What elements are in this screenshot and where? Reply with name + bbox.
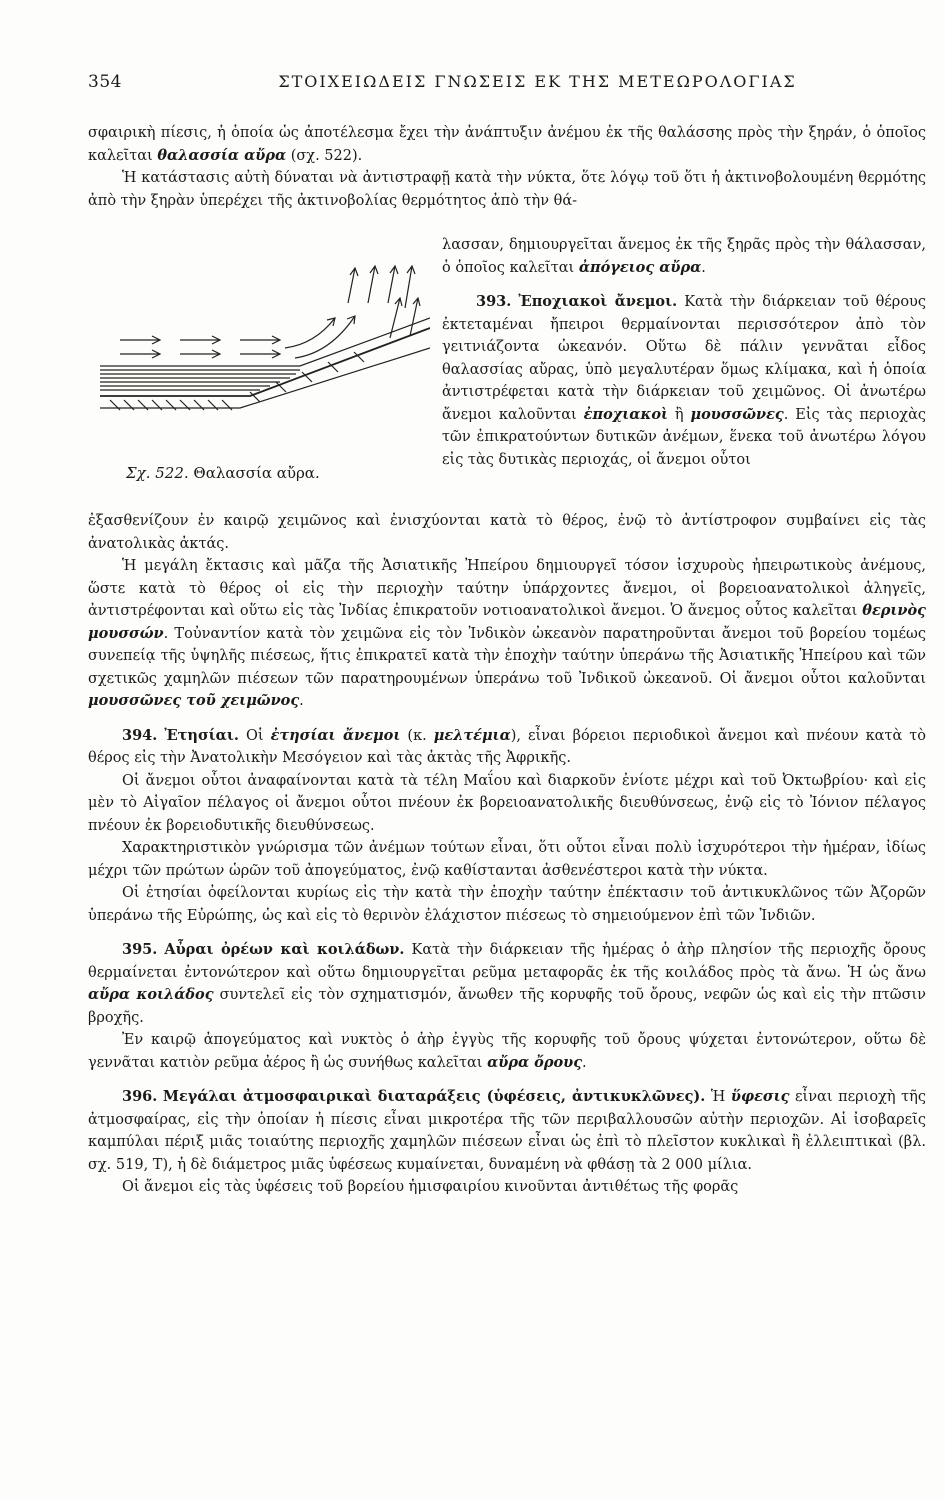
paragraph-land-breeze: [442, 234, 926, 279]
section-title: Ἐποχιακοὶ ἄνεμοι.: [518, 293, 678, 310]
text-run: Κατὰ τὴν διάρκειαν τῆς ἡμέρας ὁ ἀὴρ πλησίον τῆς περιοχῆς ὄρους θερμαίνεται ἐντονώτερον καὶ οὕτω δημιουργεῖται ρεῦμα μεταφορᾶς ἐκ τῆς κοιλάδος πρὸς τὰ ἄνω. Ἡ ὡς ἄνω: [88, 942, 927, 981]
section-number: 393.: [476, 293, 512, 310]
term-sea-breeze: θαλασσία αὔρα: [157, 146, 287, 164]
section-number: 396.: [122, 1088, 158, 1105]
section-title: Ἐτησίαι.: [164, 726, 239, 744]
term-mountain-breeze: αὔρα ὄρους: [487, 1053, 583, 1071]
sea-breeze-figure: [100, 258, 430, 428]
intro-text: [88, 122, 926, 212]
text-run: .: [582, 1054, 587, 1071]
paragraph-394-3: Χαρακτηριστικὸν γνώρισμα τῶν ἀνέμων τούτων εἶναι, ὅτι οὗτοι εἶναι πολὺ ἰσχυρότεροι τὴν ἡμέραν, ἰδίως μέχρι τῶν πρώτων ὡρῶν τοῦ ἀπογεύματος, ἐνῷ καθίστανται ἀσθενέστεροι κατὰ τὴν νύκτα.: [88, 840, 926, 879]
text-run: Οἱ: [238, 727, 271, 744]
paragraph-393-cont: ἐξασθενίζουν ἐν καιρῷ χειμῶνος καὶ ἐνισχύονται κατὰ τὸ θέρος, ἐνῷ τὸ ἀντίστροφον συμβαίνει εἰς τὰς ἀνατολικὰς ἀκτάς.: [88, 513, 926, 552]
paragraph-394-2: Οἱ ἄνεμοι οὗτοι ἀναφαίνονται κατὰ τὰ τέλη Μαΐου καὶ διαρκοῦν ἐνίοτε μέχρι καὶ τοῦ Ὀκτωβρίου· καὶ εἰς μὲν τὸ Αἰγαῖον πέλαγος οἱ ἄνεμοι οὗτοι πνέουν ἐκ βορειοανατολικῆς διευθύνσεως, ἐνῷ εἰς τὸ Ἰόνιον πέλαγος πνέουν ἐκ βορειοδυτικῆς διευθύνσεως.: [88, 772, 926, 834]
paragraph-394-4: Οἱ ἐτησίαι ὀφείλονται κυρίως εἰς τὴν κατὰ τὴν ἐποχὴν ταύτην ἐπέκτασιν τοῦ ἀντικυκλῶνος τῶν Ἀζορῶν ὑπεράνω τῆς Εὐρώπης, ὡς καὶ εἰς τὸ θερινὸν ἐλάχιστον πιέσεως τὸ σημειούμενον ἐπὶ τῶν Ἰνδιῶν.: [88, 885, 926, 924]
paragraph-reversal: Ἡ κατάστασις αὐτὴ δύναται νὰ ἀντιστραφῇ κατὰ τὴν νύκτα, ὅτε λόγῳ τοῦ ὅτι ἡ ἀκτινοβολουμένη θερμότης ἀπὸ τὴν ξηρὰν ὑπερέχει τῆς ἀκτινοβολίας θερμότητος ἀπὸ τὴν θά-: [88, 170, 926, 209]
wind-arrows: [120, 266, 420, 358]
text-run: .: [299, 693, 304, 709]
text-run: συντελεῖ εἰς τὸν σχηματισμόν, ἄνωθεν τῆς κορυφῆς τοῦ ὄρους, νεφῶν ὡς καὶ εἰς τὴν πτῶσιν βροχῆς.: [88, 987, 926, 1026]
text-run: εἶναι περιοχὴ τῆς ἀτμοσφαίρας, εἰς τὴν ὁποίαν ἡ πίεσις εἶναι μικροτέρα τῆς τῶν περιβαλλουσῶν αὐτὴν περιοχῶν. Αἱ ἰσοβαρεῖς καμπύλαι πέριξ μιᾶς τοιαύτης περιοχῆς χαμηλῶν πιέσεων εἶναι ὡς ἐπὶ τὸ πλεῖστον κυκλικαὶ ἢ ἐλλειπτικαὶ (βλ. σχ. 519, Τ), ἡ δὲ διάμετρος μιᾶς ὑφέσεως κυμαίνεται, δυναμένη νὰ φθάσῃ τὰ 2 000 μίλια.: [88, 1089, 926, 1173]
section-title: Μεγάλαι ἀτμοσφαιρικαὶ διαταράξεις: [162, 1088, 481, 1105]
text-run: Κατὰ τὴν διάρκειαν τοῦ θέρους ἐκτεταμέναι ἤπειροι θερμαίνονται περισσότερον ἀπὸ τὸν γειτνιάζοντα ὠκεανόν. Οὕτω δὲ πάλιν γεννᾶται εἶδος θαλασσίας αὔρας, ὑπὸ μεγαλυτέραν ὅμως κλίμακα, καὶ ἡ ὁποία ἀντιστρέφεται κατὰ τὴν διάρκειαν τοῦ χειμῶνος. Οἱ ἀνωτέρω ἄνεμοι καλοῦνται: [442, 294, 926, 423]
paragraph-396-2: Οἱ ἄνεμοι εἰς τὰς ὑφέσεις τοῦ βορείου ἡμισφαιρίου κινοῦνται ἀντιθέτως τῆς φορᾶς: [122, 1179, 739, 1195]
text-run: (κ.: [400, 727, 434, 744]
section-number: 395.: [122, 941, 158, 958]
figure-caption-text: Θαλασσία αὔρα.: [193, 464, 320, 482]
section-number: 394.: [122, 726, 158, 744]
term-monsoons: μουσσῶνες: [690, 405, 784, 423]
section-394: [88, 725, 926, 770]
text-run: ), εἶναι βόρειοι περιοδικοὶ ἄνεμοι καὶ πνέουν κατὰ τὸ θέρος εἰς τὴν Ἀνατολικὴν Μεσόγειον καὶ τὰς ἀκτὰς τῆς Ἀφρικῆς.: [88, 727, 927, 766]
text-run: .: [701, 259, 706, 276]
main-text: [88, 510, 926, 1199]
term-etesian: ἐτησίαι ἄνεμοι: [270, 726, 401, 744]
term-seasonal: ἐποχιακοὶ: [583, 405, 669, 423]
term-valley-breeze: αὔρα κοιλάδος: [88, 986, 214, 1003]
term-winter-monsoon: μουσσῶνες τοῦ χειμῶνος: [88, 692, 300, 709]
section-393: [442, 291, 926, 471]
term-depression: ὕφεσις: [730, 1088, 790, 1105]
section-396: [88, 1086, 926, 1176]
term-summer-monsoon: θερινὸς μουσσών: [88, 602, 926, 642]
term-meltemia: μελτέμια: [433, 726, 511, 744]
section-title: Αὖραι ὀρέων καὶ κοιλάδων.: [164, 941, 405, 958]
paragraph-intro: [88, 122, 926, 167]
page-header: [88, 72, 857, 96]
text-run: . Τοὐναντίον κατὰ τὸν χειμῶνα εἰς τὸν Ἰνδικὸν ὠκεανὸν παρατηροῦνται ἄνεμοι τοῦ βορείου τομέως συνεπείᾳ τῆς ὑψηλῆς πιέσεως, ἥτις ἐπικρατεῖ κατὰ τὴν ἐποχὴν ταύτην ὑπεράνω τῆς Ἀσιατικῆς Ἠπείρου καὶ τῶν σχετικῶς χαμηλῶν πιέσεων τῶν παρατηρουμένων ὑπεράνω τοῦ Ἰνδικοῦ ὠκεανοῦ. Οἱ ἄνεμοι οὗτοι καλοῦνται: [88, 625, 926, 687]
paragraph-395-2: [88, 1029, 926, 1074]
text-run: . Εἰς τὰς περιοχὰς τῶν ἐπικρατούντων δυτικῶν ἀνέμων, ἕνεκα τοῦ ἀνωτέρω λόγου εἰς τὰς δυτικὰς περιοχάς, οἱ ἄνεμοι οὗτοι: [442, 406, 927, 468]
text-run: Ἡ μεγάλη ἔκτασις καὶ μᾶζα τῆς Ἀσιατικῆς Ἠπείρου δημιουργεῖ τόσον ἰσχυροὺς ἠπειρωτικοὺς ἀνέμους, ὥστε κατὰ τὸ θέρος οἱ εἰς τὴν περιοχὴν ταύτην ὑπάρχοντες ἄνεμοι, οἱ βορειοανατολικοὶ ἀληγεῖς, ἀντιστρέφονται καὶ οὕτω εἰς τὰς Ἰνδίας ἐπικρατοῦν νοτιοανατολικοὶ ἄνεμοι. Ὁ ἄνεμος οὗτος καλεῖται: [88, 558, 926, 619]
right-column: [442, 234, 926, 471]
paragraph-asia: [88, 555, 926, 713]
term-land-breeze: ἀπόγειος αὔρα: [578, 258, 702, 276]
text-run: λασσαν, δημιουργεῖται ἄνεμος ἐκ τῆς ξηρᾶς πρὸς τὴν θάλασσαν, ὁ ὁποῖος καλεῖται: [442, 237, 926, 276]
figure-caption: [126, 464, 320, 482]
section-subtitle: (ὑφέσεις, ἀντικυκλῶνες).: [480, 1088, 706, 1105]
text-run: σφαιρικὴ πίεσις, ἡ ὁποία ὡς ἀποτέλεσμα ἔχει τὴν ἀνάπτυξιν ἀνέμου ἐκ τῆς θαλάσσης πρὸς τὴν ξηράν, ὁ ὁποῖος καλεῖται: [88, 125, 926, 164]
figure-label: Σχ. 522.: [126, 464, 189, 482]
text-run: Ἐν καιρῷ ἀπογεύματος καὶ νυκτὸς ὁ ἀὴρ ἐγγὺς τῆς κορυφῆς τοῦ ὄρους ψύχεται ἐντονώτερον, οὕτω δὲ γεννᾶται κατιὸν ρεῦμα ἀέρος ἢ ὡς συνήθως καλεῖται: [88, 1032, 926, 1071]
running-title: ΣΤΟΙΧΕΙΩΔΕΙΣ ΓΝΩΣΕΙΣ ΕΚ ΤΗΣ ΜΕΤΕΩΡΟΛΟΓΙΑΣ: [278, 72, 797, 91]
text-run: Ἡ: [705, 1089, 731, 1105]
text-run: (σχ. 522).: [286, 147, 363, 164]
shore-line: [100, 318, 430, 366]
section-395: [88, 939, 926, 1029]
text-run: ἢ: [668, 406, 691, 423]
page-number: 354: [88, 72, 122, 92]
